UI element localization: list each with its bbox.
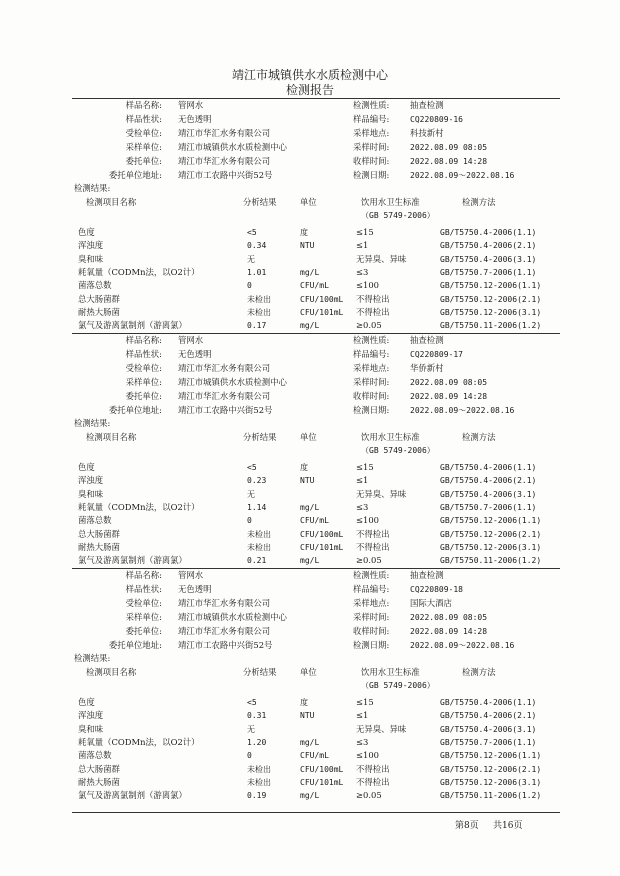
cell-method: GB/T5750.4-2006(1.1) bbox=[440, 228, 537, 237]
table-row bbox=[0, 736, 620, 749]
cell-method: GB/T5750.11-2006(1.2) bbox=[440, 321, 542, 331]
cell-std: 不得检出 bbox=[356, 306, 390, 317]
cell-result: 0.21 bbox=[247, 556, 267, 566]
cell-item: 耐热大肠菌 bbox=[78, 306, 120, 317]
cell-unit: CFU/mL bbox=[300, 751, 329, 761]
cell-item: 色度 bbox=[78, 227, 95, 237]
cell-result: <5 bbox=[247, 463, 257, 472]
cell-method: GB/T5750.11-2006(1.2) bbox=[440, 556, 542, 566]
cell-unit: CFU/100mL bbox=[300, 294, 344, 304]
info-label: 样品性状: bbox=[125, 584, 162, 594]
page-number: 第8页 bbox=[455, 821, 479, 831]
cell-method: GB/T5750.12-2006(3.1) bbox=[440, 777, 542, 787]
info-label: 采样单位: bbox=[125, 142, 162, 152]
cell-item: 氯气及游离氯制剂（游离氯） bbox=[78, 555, 187, 566]
info-value: 2022.08.09 14:28 bbox=[410, 392, 488, 401]
col-result-header: 分析结果 bbox=[243, 197, 277, 207]
info-label: 采样时间: bbox=[353, 377, 390, 387]
info-label: 检测性质: bbox=[353, 335, 390, 345]
cell-std: 不得检出 bbox=[356, 528, 390, 539]
info-value: 靖江市华汇水务有限公司 bbox=[178, 128, 271, 138]
cell-item: 耗氧量（CODMn法，以O2计） bbox=[78, 266, 200, 277]
info-row bbox=[0, 625, 620, 638]
info-row bbox=[0, 404, 620, 417]
cell-item: 臭和味 bbox=[78, 488, 104, 499]
table-row bbox=[0, 696, 620, 709]
info-value: 靖江市华汇水务有限公司 bbox=[178, 598, 271, 608]
cell-std: 不得检出 bbox=[356, 763, 390, 774]
info-value: 抽查检测 bbox=[410, 335, 444, 345]
cell-result: 未检出 bbox=[247, 777, 271, 787]
info-value: 2022.08.09 14:28 bbox=[410, 157, 488, 166]
cell-item: 臭和味 bbox=[78, 253, 104, 264]
table-row bbox=[0, 723, 620, 736]
table-row bbox=[0, 279, 620, 292]
info-value: 无色透明 bbox=[178, 349, 212, 359]
cell-method: GB/T5750.7-2006(1.1) bbox=[440, 267, 537, 277]
page-total: 共16页 bbox=[493, 821, 523, 831]
info-label: 委托单位地址: bbox=[108, 405, 162, 415]
table-row bbox=[0, 514, 620, 527]
cell-std: ≤15 bbox=[356, 227, 374, 237]
info-value: 无色透明 bbox=[178, 114, 212, 124]
info-value: CQ220809-17 bbox=[410, 350, 463, 359]
cell-std: ≤3 bbox=[356, 501, 369, 512]
col-result-header: 分析结果 bbox=[243, 432, 277, 442]
cell-method: GB/T5750.4-2006(1.1) bbox=[440, 463, 537, 472]
cell-method: GB/T5750.11-2006(1.2) bbox=[440, 791, 542, 801]
info-label: 检测性质: bbox=[353, 100, 390, 110]
info-row bbox=[0, 597, 620, 610]
info-value: 靖江市华汇水务有限公司 bbox=[178, 156, 271, 166]
col-std-subheader: （GB 5749-2006） bbox=[361, 446, 435, 455]
cell-std: 不得检出 bbox=[356, 776, 390, 787]
table-row bbox=[0, 474, 620, 487]
cell-result: 0 bbox=[247, 516, 252, 526]
cell-item: 氯气及游离氯制剂（游离氯） bbox=[78, 320, 187, 331]
col-std-header: 饮用水卫生标准 bbox=[361, 432, 420, 442]
info-label: 受检单位: bbox=[125, 363, 162, 373]
info-label: 收样时间: bbox=[353, 626, 390, 636]
info-label: 检测日期: bbox=[353, 405, 390, 415]
info-value: 靖江市华汇水务有限公司 bbox=[178, 363, 271, 373]
cell-item: 菌落总数 bbox=[78, 750, 112, 761]
results-label: 检测结果: bbox=[74, 183, 111, 193]
table-row bbox=[0, 709, 620, 722]
cell-unit: NTU bbox=[300, 241, 315, 251]
cell-method: GB/T5750.12-2006(1.1) bbox=[440, 516, 542, 526]
cell-std: 无异臭、异味 bbox=[356, 723, 407, 734]
cell-item: 总大肠菌群 bbox=[78, 293, 120, 304]
table-header-sub bbox=[0, 444, 620, 457]
cell-unit: mg/L bbox=[300, 267, 320, 277]
cell-item: 色度 bbox=[78, 462, 95, 472]
info-label: 检测性质: bbox=[353, 570, 390, 580]
cell-unit: mg/L bbox=[300, 737, 320, 747]
info-row bbox=[0, 639, 620, 652]
doc-title: 检测报告 bbox=[285, 83, 334, 97]
cell-unit: mg/L bbox=[300, 502, 320, 512]
info-value: 抽查检测 bbox=[410, 570, 444, 580]
info-value: 管网水 bbox=[178, 570, 204, 580]
info-row bbox=[0, 141, 620, 154]
info-value: 2022.08.09 14:28 bbox=[410, 627, 488, 636]
cell-result: 0 bbox=[247, 751, 252, 761]
cell-std: ≥0.05 bbox=[356, 320, 382, 331]
cell-method: GB/T5750.12-2006(2.1) bbox=[440, 294, 542, 304]
cell-result: <5 bbox=[247, 228, 257, 237]
cell-std: ≤3 bbox=[356, 736, 369, 747]
col-unit-header: 单位 bbox=[300, 432, 317, 442]
cell-unit: NTU bbox=[300, 476, 315, 486]
footer-rule bbox=[72, 812, 560, 813]
info-label: 采样单位: bbox=[125, 377, 162, 387]
info-label: 采样地点: bbox=[353, 363, 390, 373]
col-item-header: 检测项目名称 bbox=[86, 432, 137, 442]
cell-std: ≤15 bbox=[356, 697, 374, 707]
cell-std: 不得检出 bbox=[356, 541, 390, 552]
info-row bbox=[0, 583, 620, 596]
info-value: 靖江市工农路中兴街52号 bbox=[178, 170, 273, 180]
cell-std: ≤1 bbox=[356, 240, 369, 251]
info-row bbox=[0, 169, 620, 182]
cell-item: 浑浊度 bbox=[78, 710, 104, 721]
info-value: CQ220809-18 bbox=[410, 585, 463, 594]
cell-unit: NTU bbox=[300, 711, 315, 721]
cell-method: GB/T5750.12-2006(1.1) bbox=[440, 751, 542, 761]
cell-result: 0.17 bbox=[247, 321, 267, 331]
table-row bbox=[0, 776, 620, 789]
table-row bbox=[0, 319, 620, 332]
cell-unit: CFU/101mL bbox=[300, 542, 344, 552]
info-label: 委托单位: bbox=[125, 626, 162, 636]
cell-method: GB/T5750.4-2006(3.1) bbox=[440, 489, 537, 499]
info-row bbox=[0, 127, 620, 140]
info-label: 委托单位: bbox=[125, 156, 162, 166]
cell-item: 浑浊度 bbox=[78, 240, 104, 251]
cell-method: GB/T5750.4-2006(3.1) bbox=[440, 724, 537, 734]
table-row bbox=[0, 266, 620, 279]
info-label: 受检单位: bbox=[125, 128, 162, 138]
info-value: 2022.08.09～2022.08.16 bbox=[410, 406, 515, 415]
info-value: 2022.08.09～2022.08.16 bbox=[410, 171, 515, 180]
table-row bbox=[0, 789, 620, 802]
cell-result: 无 bbox=[247, 254, 255, 264]
table-row bbox=[0, 763, 620, 776]
cell-unit: mg/L bbox=[300, 791, 320, 801]
cell-unit: mg/L bbox=[300, 556, 320, 566]
cell-item: 菌落总数 bbox=[78, 515, 112, 526]
cell-unit: CFU/mL bbox=[300, 281, 329, 291]
cell-item: 氯气及游离氯制剂（游离氯） bbox=[78, 790, 187, 801]
cell-method: GB/T5750.12-2006(3.1) bbox=[440, 542, 542, 552]
table-row bbox=[0, 501, 620, 514]
info-value: 靖江市工农路中兴街52号 bbox=[178, 640, 273, 650]
cell-result: 1.20 bbox=[247, 737, 267, 747]
table-header bbox=[0, 431, 620, 444]
info-row bbox=[0, 113, 620, 126]
col-std-header: 饮用水卫生标准 bbox=[361, 667, 420, 677]
info-label: 样品性状: bbox=[125, 349, 162, 359]
cell-result: 0 bbox=[247, 281, 252, 291]
info-value: 管网水 bbox=[178, 335, 204, 345]
cell-result: 未检出 bbox=[247, 764, 271, 774]
cell-result: 0.23 bbox=[247, 476, 267, 486]
table-header-sub bbox=[0, 209, 620, 222]
info-value: 华侨新村 bbox=[410, 363, 444, 373]
col-method-header: 检测方法 bbox=[462, 667, 496, 677]
cell-unit: 度 bbox=[300, 698, 308, 707]
info-label: 样品性状: bbox=[125, 114, 162, 124]
cell-method: GB/T5750.12-2006(2.1) bbox=[440, 529, 542, 539]
org-title: 靖江市城镇供水水质检测中心 bbox=[231, 68, 388, 82]
info-value: 2022.08.09～2022.08.16 bbox=[410, 641, 515, 650]
info-label: 样品编号: bbox=[353, 349, 390, 359]
col-unit-header: 单位 bbox=[300, 197, 317, 207]
cell-std: ≤100 bbox=[356, 280, 380, 291]
cell-std: 无异臭、异味 bbox=[356, 488, 407, 499]
info-label: 采样时间: bbox=[353, 142, 390, 152]
info-label: 样品编号: bbox=[353, 584, 390, 594]
cell-unit: CFU/101mL bbox=[300, 777, 344, 787]
cell-item: 臭和味 bbox=[78, 723, 104, 734]
info-label: 采样地点: bbox=[353, 598, 390, 608]
cell-method: GB/T5750.4-2006(2.1) bbox=[440, 476, 537, 486]
info-label: 样品名称: bbox=[125, 100, 162, 110]
cell-unit: CFU/101mL bbox=[300, 307, 344, 317]
cell-result: 0.34 bbox=[247, 241, 267, 251]
cell-item: 耐热大肠菌 bbox=[78, 776, 120, 787]
table-row bbox=[0, 528, 620, 541]
info-value: 靖江市华汇水务有限公司 bbox=[178, 626, 271, 636]
table-header bbox=[0, 666, 620, 679]
cell-result: 0.31 bbox=[247, 711, 267, 721]
info-row bbox=[0, 334, 620, 347]
info-value: 2022.08.09 08:05 bbox=[410, 613, 488, 622]
cell-method: GB/T5750.4-2006(3.1) bbox=[440, 254, 537, 264]
cell-std: ≤3 bbox=[356, 266, 369, 277]
cell-item: 浑浊度 bbox=[78, 475, 104, 486]
table-header-sub bbox=[0, 679, 620, 692]
cell-unit: CFU/100mL bbox=[300, 764, 344, 774]
cell-result: 无 bbox=[247, 489, 255, 499]
cell-std: 无异臭、异味 bbox=[356, 253, 407, 264]
cell-item: 色度 bbox=[78, 697, 95, 707]
col-result-header: 分析结果 bbox=[243, 667, 277, 677]
info-label: 采样时间: bbox=[353, 612, 390, 622]
cell-item: 总大肠菌群 bbox=[78, 763, 120, 774]
cell-result: 无 bbox=[247, 724, 255, 734]
cell-std: ≥0.05 bbox=[356, 790, 382, 801]
cell-method: GB/T5750.7-2006(1.1) bbox=[440, 737, 537, 747]
cell-method: GB/T5750.12-2006(3.1) bbox=[440, 307, 542, 317]
info-value: 国际大酒店 bbox=[410, 598, 452, 608]
info-value: 抽查检测 bbox=[410, 100, 444, 110]
cell-method: GB/T5750.12-2006(1.1) bbox=[440, 281, 542, 291]
info-value: 2022.08.09 08:05 bbox=[410, 143, 488, 152]
info-label: 检测日期: bbox=[353, 170, 390, 180]
info-row bbox=[0, 362, 620, 375]
cell-item: 耐热大肠菌 bbox=[78, 541, 120, 552]
results-label: 检测结果: bbox=[74, 418, 111, 428]
cell-std: ≤100 bbox=[356, 750, 380, 761]
table-row bbox=[0, 293, 620, 306]
info-row bbox=[0, 611, 620, 624]
table-row bbox=[0, 749, 620, 762]
info-value: 无色透明 bbox=[178, 584, 212, 594]
info-label: 收样时间: bbox=[353, 391, 390, 401]
info-value: 靖江市华汇水务有限公司 bbox=[178, 391, 271, 401]
table-header bbox=[0, 196, 620, 209]
info-label: 委托单位: bbox=[125, 391, 162, 401]
cell-unit: CFU/mL bbox=[300, 516, 329, 526]
table-row bbox=[0, 541, 620, 554]
col-std-header: 饮用水卫生标准 bbox=[361, 197, 420, 207]
table-row bbox=[0, 461, 620, 474]
cell-std: ≤15 bbox=[356, 462, 374, 472]
info-row bbox=[0, 569, 620, 582]
cell-method: GB/T5750.4-2006(2.1) bbox=[440, 241, 537, 251]
table-row bbox=[0, 226, 620, 239]
table-row bbox=[0, 253, 620, 266]
cell-method: GB/T5750.4-2006(2.1) bbox=[440, 711, 537, 721]
info-label: 采样单位: bbox=[125, 612, 162, 622]
info-value: 靖江市城镇供水水质检测中心 bbox=[178, 377, 287, 387]
cell-result: 0.19 bbox=[247, 791, 267, 801]
info-label: 样品名称: bbox=[125, 335, 162, 345]
col-std-subheader: （GB 5749-2006） bbox=[361, 211, 435, 220]
cell-std: ≤1 bbox=[356, 475, 369, 486]
col-std-subheader: （GB 5749-2006） bbox=[361, 681, 435, 690]
info-label: 检测日期: bbox=[353, 640, 390, 650]
col-item-header: 检测项目名称 bbox=[86, 667, 137, 677]
col-item-header: 检测项目名称 bbox=[86, 197, 137, 207]
info-label: 采样地点: bbox=[353, 128, 390, 138]
results-label: 检测结果: bbox=[74, 653, 111, 663]
cell-item: 耗氧量（CODMn法，以O2计） bbox=[78, 736, 200, 747]
info-label: 受检单位: bbox=[125, 598, 162, 608]
info-row bbox=[0, 376, 620, 389]
cell-std: 不得检出 bbox=[356, 293, 390, 304]
cell-method: GB/T5750.7-2006(1.1) bbox=[440, 502, 537, 512]
info-label: 样品编号: bbox=[353, 114, 390, 124]
info-value: 靖江市城镇供水水质检测中心 bbox=[178, 612, 287, 622]
col-method-header: 检测方法 bbox=[462, 197, 496, 207]
cell-unit: 度 bbox=[300, 228, 308, 237]
info-value: 2022.08.09 08:05 bbox=[410, 378, 488, 387]
cell-item: 总大肠菌群 bbox=[78, 528, 120, 539]
cell-unit: CFU/100mL bbox=[300, 529, 344, 539]
table-row bbox=[0, 488, 620, 501]
info-label: 样品名称: bbox=[125, 570, 162, 580]
info-value: 科技新村 bbox=[410, 128, 444, 138]
table-row bbox=[0, 239, 620, 252]
table-row bbox=[0, 554, 620, 567]
info-label: 收样时间: bbox=[353, 156, 390, 166]
cell-method: GB/T5750.4-2006(1.1) bbox=[440, 698, 537, 707]
cell-result: 未检出 bbox=[247, 529, 271, 539]
info-row bbox=[0, 155, 620, 168]
info-value: 管网水 bbox=[178, 100, 204, 110]
info-value: CQ220809-16 bbox=[410, 115, 463, 124]
cell-unit: 度 bbox=[300, 463, 308, 472]
info-row bbox=[0, 390, 620, 403]
cell-method: GB/T5750.12-2006(2.1) bbox=[440, 764, 542, 774]
cell-result: 1.01 bbox=[247, 267, 267, 277]
info-row bbox=[0, 348, 620, 361]
cell-item: 菌落总数 bbox=[78, 280, 112, 291]
cell-std: ≥0.05 bbox=[356, 555, 382, 566]
info-row bbox=[0, 99, 620, 112]
info-label: 委托单位地址: bbox=[108, 170, 162, 180]
table-row bbox=[0, 306, 620, 319]
cell-result: 1.14 bbox=[247, 502, 267, 512]
cell-result: 未检出 bbox=[247, 542, 271, 552]
cell-result: <5 bbox=[247, 698, 257, 707]
cell-result: 未检出 bbox=[247, 294, 271, 304]
col-unit-header: 单位 bbox=[300, 667, 317, 677]
info-value: 靖江市工农路中兴街52号 bbox=[178, 405, 273, 415]
cell-result: 未检出 bbox=[247, 307, 271, 317]
col-method-header: 检测方法 bbox=[462, 432, 496, 442]
info-value: 靖江市城镇供水水质检测中心 bbox=[178, 142, 287, 152]
cell-item: 耗氧量（CODMn法，以O2计） bbox=[78, 501, 200, 512]
cell-std: ≤100 bbox=[356, 515, 380, 526]
cell-unit: mg/L bbox=[300, 321, 320, 331]
cell-std: ≤1 bbox=[356, 710, 369, 721]
info-label: 委托单位地址: bbox=[108, 640, 162, 650]
